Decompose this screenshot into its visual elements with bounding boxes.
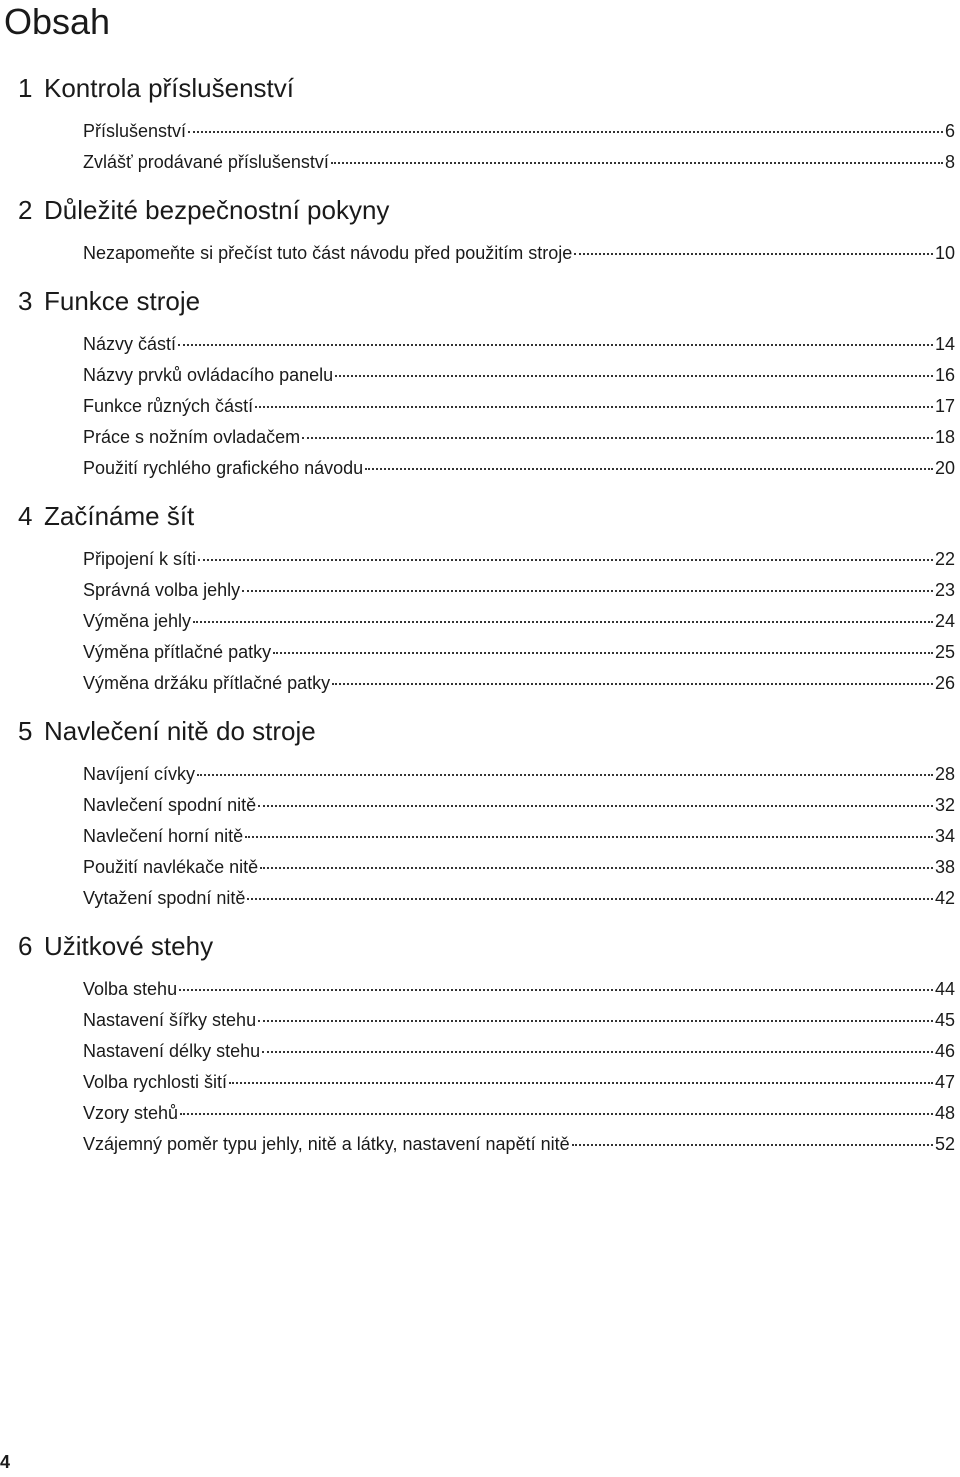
toc-entry[interactable] xyxy=(0,883,960,914)
toc-entry-label: Použití rychlého grafického návodu xyxy=(83,458,364,478)
toc-section xyxy=(0,188,960,269)
toc-entry-page: 20 xyxy=(934,458,955,478)
section-heading[interactable] xyxy=(0,66,960,110)
toc-entry-page: 8 xyxy=(944,152,955,172)
section-heading[interactable] xyxy=(0,709,960,753)
toc-entry-list xyxy=(0,116,960,178)
toc-entry-label: Názvy prvků ovládacího panelu xyxy=(83,365,334,385)
toc-entry-page: 6 xyxy=(944,121,955,141)
toc-entry-page: 28 xyxy=(934,764,955,784)
section-title: Užitkové stehy xyxy=(44,931,214,961)
page-title: Obsah xyxy=(4,1,111,42)
section-number: 5 xyxy=(18,716,33,746)
toc-entry-list xyxy=(0,974,960,1160)
toc-entry-page: 18 xyxy=(934,427,955,447)
section-heading[interactable] xyxy=(0,188,960,232)
toc-entry[interactable] xyxy=(0,974,960,1005)
toc-entry[interactable] xyxy=(0,606,960,637)
toc-entry-label: Navíjení cívky xyxy=(83,764,196,784)
section-heading[interactable] xyxy=(0,924,960,968)
section-title: Začínáme šít xyxy=(44,501,195,531)
dot-leader xyxy=(273,652,933,654)
section-number: 1 xyxy=(18,73,33,103)
toc-entry-page: 34 xyxy=(934,826,955,846)
toc-entry-list xyxy=(0,544,960,699)
toc-entry-list xyxy=(0,238,960,269)
section-heading[interactable] xyxy=(0,279,960,323)
toc-entry-label: Zvlášť prodávané příslušenství xyxy=(83,152,329,172)
dot-leader xyxy=(247,898,933,900)
toc-entry-page: 25 xyxy=(934,642,955,662)
toc-entry[interactable] xyxy=(0,759,960,790)
section-number: 3 xyxy=(18,286,33,316)
toc-entry[interactable] xyxy=(0,575,960,606)
toc-entry-label: Volba rychlosti šití xyxy=(83,1072,228,1092)
toc-entry-list xyxy=(0,329,960,484)
toc-entry-page: 22 xyxy=(934,549,955,569)
dot-leader xyxy=(262,1051,933,1053)
dot-leader xyxy=(188,131,943,133)
toc-entry-page: 44 xyxy=(934,979,955,999)
toc-entry-label: Příslušenství xyxy=(83,121,187,141)
toc-entry[interactable] xyxy=(0,1005,960,1036)
dot-leader xyxy=(574,253,933,255)
toc-entry[interactable] xyxy=(0,821,960,852)
toc-entry-page: 48 xyxy=(934,1103,955,1123)
toc-entry[interactable] xyxy=(0,544,960,575)
toc-entry-label: Použití navlékače nitě xyxy=(83,857,259,877)
toc-entry-page: 10 xyxy=(934,243,955,263)
dot-leader xyxy=(365,468,933,470)
toc-entry-page: 32 xyxy=(934,795,955,815)
toc-entry-label: Vzájemný poměr typu jehly, nitě a látky, nastavení napětí nitě xyxy=(83,1134,570,1154)
toc-entry[interactable] xyxy=(0,852,960,883)
toc-entry-page: 17 xyxy=(934,396,955,416)
dot-leader xyxy=(332,683,933,685)
dot-leader xyxy=(255,406,933,408)
toc-entry-label: Nastavení šířky stehu xyxy=(83,1010,257,1030)
toc-entry[interactable] xyxy=(0,790,960,821)
toc-section xyxy=(0,709,960,914)
toc-entry-label: Volba stehu xyxy=(83,979,178,999)
section-title: Důležité bezpečnostní pokyny xyxy=(44,195,390,225)
dot-leader xyxy=(180,1113,933,1115)
dot-leader xyxy=(197,774,933,776)
toc-entry-label: Vytažení spodní nitě xyxy=(83,888,246,908)
dot-leader xyxy=(260,867,933,869)
toc-entry[interactable] xyxy=(0,116,960,147)
toc-entry-label: Funkce různých částí xyxy=(83,396,254,416)
toc-entry[interactable] xyxy=(0,668,960,699)
dot-leader xyxy=(229,1082,933,1084)
toc-entry-label: Výměna jehly xyxy=(83,611,192,631)
toc-entry[interactable] xyxy=(0,1067,960,1098)
toc-section xyxy=(0,66,960,178)
toc-entry-label: Připojení k síti xyxy=(83,549,197,569)
section-title: Kontrola příslušenství xyxy=(44,73,295,103)
toc-entry[interactable] xyxy=(0,1098,960,1129)
section-title: Navlečení nitě do stroje xyxy=(44,716,316,746)
toc-entry[interactable] xyxy=(0,1036,960,1067)
toc-entry-page: 14 xyxy=(934,334,955,354)
toc-entry-label: Navlečení horní nitě xyxy=(83,826,244,846)
toc-entry-label: Vzory stehů xyxy=(83,1103,179,1123)
dot-leader xyxy=(179,989,933,991)
dot-leader xyxy=(572,1144,933,1146)
toc-section xyxy=(0,494,960,699)
toc-entry[interactable] xyxy=(0,422,960,453)
toc-entry[interactable] xyxy=(0,391,960,422)
page-number: 4 xyxy=(0,1452,11,1472)
toc-entry-label: Práce s nožním ovladačem xyxy=(83,427,301,447)
toc-section xyxy=(0,924,960,1160)
toc-entry[interactable] xyxy=(0,637,960,668)
dot-leader xyxy=(193,621,933,623)
section-heading[interactable] xyxy=(0,494,960,538)
toc-entry-page: 47 xyxy=(934,1072,955,1092)
toc-entry[interactable] xyxy=(0,147,960,178)
toc-entry-label: Nastavení délky stehu xyxy=(83,1041,261,1061)
dot-leader xyxy=(335,375,933,377)
toc-entry-page: 26 xyxy=(934,673,955,693)
toc-entry[interactable] xyxy=(0,329,960,360)
section-number: 2 xyxy=(18,195,33,225)
toc-section xyxy=(0,279,960,484)
toc-entry-page: 23 xyxy=(934,580,955,600)
dot-leader xyxy=(331,162,943,164)
toc-entry-label: Správná volba jehly xyxy=(83,580,241,600)
table-of-contents xyxy=(0,66,960,1170)
dot-leader xyxy=(258,1020,933,1022)
dot-leader xyxy=(242,590,933,592)
dot-leader xyxy=(258,805,933,807)
toc-entry-page: 24 xyxy=(934,611,955,631)
section-number: 6 xyxy=(18,931,33,961)
dot-leader xyxy=(178,344,933,346)
toc-entry-page: 16 xyxy=(934,365,955,385)
dot-leader xyxy=(302,437,933,439)
toc-entry-label: Výměna držáku přítlačné patky xyxy=(83,673,331,693)
section-number: 4 xyxy=(18,501,33,531)
toc-entry-label: Výměna přítlačné patky xyxy=(83,642,272,662)
toc-entry-label: Nezapomeňte si přečíst tuto část návodu před použitím stroje xyxy=(83,243,573,263)
toc-entry[interactable] xyxy=(0,453,960,484)
toc-entry-page: 46 xyxy=(934,1041,955,1061)
toc-entry-page: 52 xyxy=(934,1134,955,1154)
toc-entry[interactable] xyxy=(0,360,960,391)
section-title: Funkce stroje xyxy=(44,286,201,316)
dot-leader xyxy=(245,836,933,838)
toc-entry-page: 42 xyxy=(934,888,955,908)
toc-entry-page: 38 xyxy=(934,857,955,877)
toc-entry[interactable] xyxy=(0,238,960,269)
toc-entry-page: 45 xyxy=(934,1010,955,1030)
toc-entry[interactable] xyxy=(0,1129,960,1160)
dot-leader xyxy=(198,559,933,561)
toc-entry-label: Navlečení spodní nitě xyxy=(83,795,257,815)
toc-entry-label: Názvy částí xyxy=(83,334,177,354)
toc-entry-list xyxy=(0,759,960,914)
